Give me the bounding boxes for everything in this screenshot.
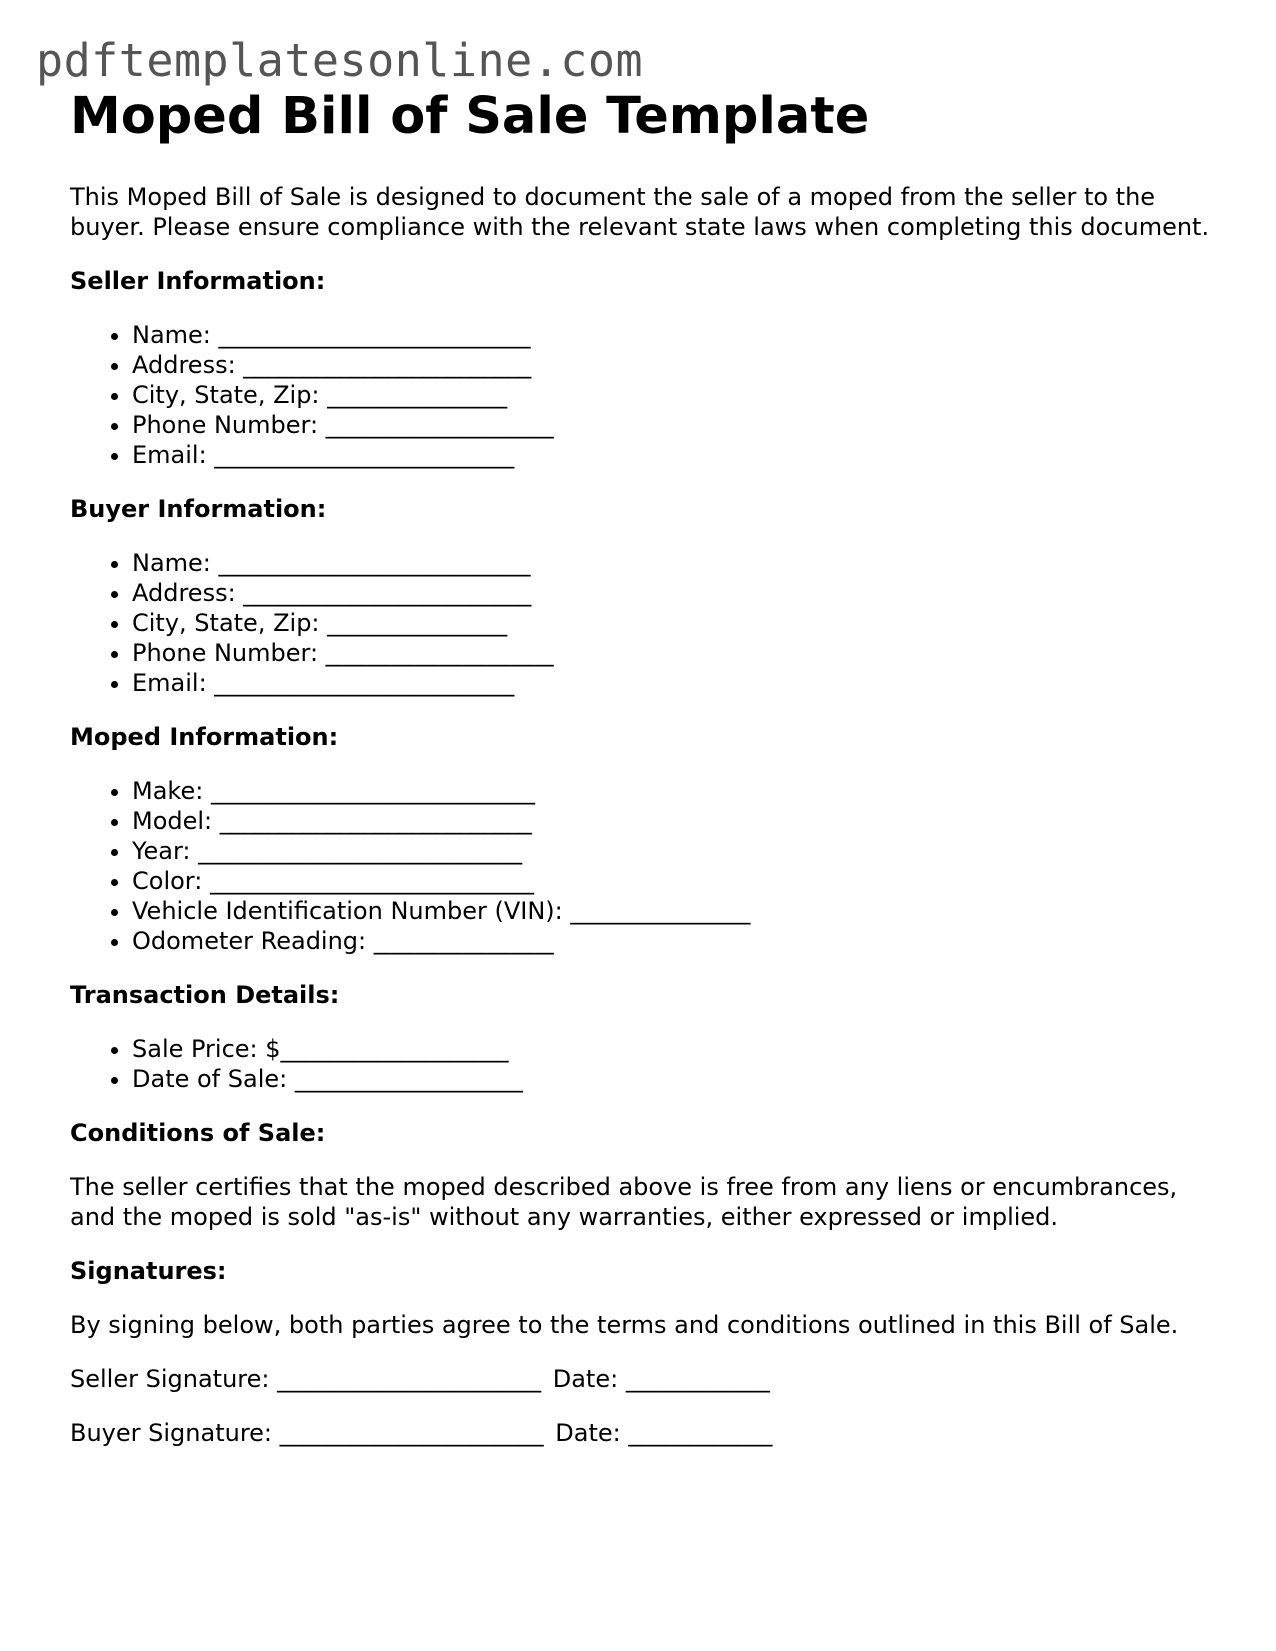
intro-paragraph: This Moped Bill of Sale is designed to document the sale of a moped from the seller to the buyer. Please ensure compliance with the relevant state laws when completing this document.	[70, 183, 1210, 241]
buyer-fields	[70, 548, 1220, 698]
moped-vin-field[interactable]: • Vehicle Identification Number (VIN): _______________	[132, 896, 1220, 926]
seller-heading: Seller Information:	[70, 267, 326, 295]
moped-make-field[interactable]: • Make: ___________________________	[132, 776, 1220, 806]
seller-email-field[interactable]: • Email: _________________________	[132, 440, 1220, 470]
buyer-phone-field[interactable]: • Phone Number: ___________________	[132, 638, 1220, 668]
transaction-fields	[70, 1034, 1220, 1094]
seller-signature-line	[70, 1364, 1220, 1394]
moped-year-field[interactable]: • Year: ___________________________	[132, 836, 1220, 866]
date-of-sale-field[interactable]: • Date of Sale: ___________________	[132, 1064, 1220, 1094]
buyer-name-field[interactable]: • Name: __________________________	[132, 548, 1220, 578]
moped-fields	[70, 776, 1220, 956]
moped-model-field[interactable]: • Model: __________________________	[132, 806, 1220, 836]
seller-city-state-zip-field[interactable]: • City, State, Zip: _______________	[132, 380, 1220, 410]
seller-fields	[70, 320, 1220, 470]
buyer-email-field[interactable]: • Email: _________________________	[132, 668, 1220, 698]
conditions-heading: Conditions of Sale:	[70, 1119, 326, 1147]
seller-signature-field[interactable]: Seller Signature: ______________________	[70, 1365, 542, 1393]
buyer-address-field[interactable]: • Address: ________________________	[132, 578, 1220, 608]
signatures-paragraph: By signing below, both parties agree to the terms and conditions outlined in this Bill of Sale.	[70, 1311, 1179, 1339]
seller-date-field[interactable]: Date: ____________	[552, 1365, 770, 1393]
document-page	[70, 84, 1220, 1448]
buyer-date-field[interactable]: Date: ____________	[555, 1419, 773, 1447]
buyer-heading: Buyer Information:	[70, 495, 327, 523]
transaction-heading: Transaction Details:	[70, 981, 340, 1009]
watermark: pdftemplatesonline.com	[36, 34, 644, 87]
buyer-signature-line	[70, 1418, 1220, 1448]
seller-address-field[interactable]: • Address: ________________________	[132, 350, 1220, 380]
signatures-heading: Signatures:	[70, 1257, 227, 1285]
buyer-signature-field[interactable]: Buyer Signature: ______________________	[70, 1419, 544, 1447]
seller-name-field[interactable]: • Name: __________________________	[132, 320, 1220, 350]
conditions-paragraph: The seller certifies that the moped described above is free from any liens or encumbrances, and the moped is sold "as-is" without any warranties, either expressed or implied.	[70, 1173, 1178, 1231]
moped-odometer-field[interactable]: • Odometer Reading: _______________	[132, 926, 1220, 956]
sale-price-field[interactable]: • Sale Price: $___________________	[132, 1034, 1220, 1064]
page-title: Moped Bill of Sale Template	[70, 87, 870, 146]
buyer-city-state-zip-field[interactable]: • City, State, Zip: _______________	[132, 608, 1220, 638]
moped-color-field[interactable]: • Color: ___________________________	[132, 866, 1220, 896]
seller-phone-field[interactable]: • Phone Number: ___________________	[132, 410, 1220, 440]
moped-heading: Moped Information:	[70, 723, 339, 751]
